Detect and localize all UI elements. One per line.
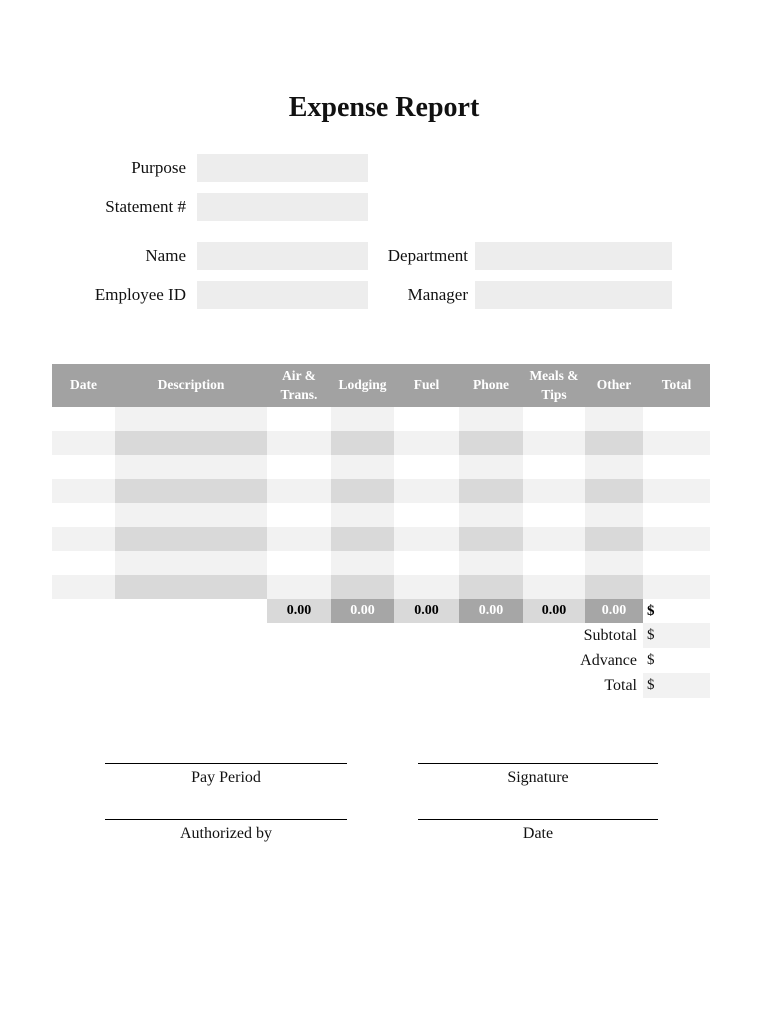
- body-cell-meals-tips[interactable]: [523, 455, 585, 479]
- totals-cell-date: [52, 599, 115, 623]
- body-cell-description[interactable]: [115, 527, 267, 551]
- body-cell-total[interactable]: [643, 575, 710, 599]
- body-cell-total[interactable]: [643, 551, 710, 575]
- column-header-description: Description: [115, 364, 267, 407]
- advance-value-box[interactable]: [643, 648, 710, 673]
- body-cell-air-trans[interactable]: [267, 527, 331, 551]
- body-cell-other[interactable]: [585, 455, 643, 479]
- column-header-air-trans: Air & Trans.: [267, 364, 331, 407]
- body-cell-air-trans[interactable]: [267, 503, 331, 527]
- body-cell-date[interactable]: [52, 431, 115, 455]
- body-cell-air-trans[interactable]: [267, 431, 331, 455]
- body-cell-phone[interactable]: [459, 407, 523, 431]
- column-header-phone: Phone: [459, 364, 523, 407]
- subtotal-row: [52, 623, 710, 648]
- column-header-date: Date: [52, 364, 115, 407]
- column-header-lodging: Lodging: [331, 364, 394, 407]
- subtotal-currency-symbol: $: [647, 627, 655, 643]
- totals-cell-total: $: [647, 603, 655, 619]
- body-cell-other[interactable]: [585, 527, 643, 551]
- body-cell-description[interactable]: [115, 551, 267, 575]
- date-block: [418, 819, 658, 843]
- body-cell-other[interactable]: [585, 479, 643, 503]
- subtotal-value-box[interactable]: [643, 623, 710, 648]
- body-cell-phone[interactable]: [459, 575, 523, 599]
- totals-cell-phone: 0.00: [459, 599, 523, 623]
- totals-cell-fuel: 0.00: [394, 599, 459, 623]
- body-cell-meals-tips[interactable]: [523, 527, 585, 551]
- employee-id-label: Employee ID: [94, 285, 186, 304]
- manager-input[interactable]: [475, 281, 672, 309]
- body-cell-air-trans[interactable]: [267, 551, 331, 575]
- purpose-label: Purpose: [131, 158, 186, 177]
- body-cell-total[interactable]: [643, 527, 710, 551]
- body-cell-phone[interactable]: [459, 431, 523, 455]
- body-cell-phone[interactable]: [459, 479, 523, 503]
- name-label: Name: [145, 246, 186, 265]
- summary-section: [52, 623, 710, 698]
- page-title: Expense Report: [288, 92, 480, 123]
- advance-currency-symbol: $: [647, 652, 655, 668]
- body-cell-lodging[interactable]: [331, 575, 394, 599]
- body-cell-date[interactable]: [52, 575, 115, 599]
- body-cell-total[interactable]: [643, 455, 710, 479]
- column-header-total: Total: [643, 364, 710, 407]
- body-cell-lodging[interactable]: [331, 551, 394, 575]
- totals-cell-air-trans: 0.00: [267, 599, 331, 623]
- body-cell-fuel[interactable]: [394, 527, 459, 551]
- body-cell-air-trans[interactable]: [267, 479, 331, 503]
- pay-period-label: Pay Period: [191, 769, 261, 786]
- date-label: Date: [522, 825, 554, 842]
- body-cell-date[interactable]: [52, 551, 115, 575]
- body-cell-phone[interactable]: [459, 455, 523, 479]
- totals-cell-other: 0.00: [585, 599, 643, 623]
- department-input[interactable]: [475, 242, 672, 270]
- body-cell-lodging[interactable]: [331, 407, 394, 431]
- totals-cell-meals-tips: 0.00: [523, 599, 585, 623]
- body-cell-fuel[interactable]: [394, 575, 459, 599]
- grand-total-label: Total: [604, 677, 637, 694]
- totals-cell-description: [115, 599, 267, 623]
- subtotal-label: Subtotal: [583, 627, 637, 644]
- body-cell-fuel[interactable]: [394, 479, 459, 503]
- manager-label: Manager: [407, 285, 468, 304]
- body-cell-phone[interactable]: [459, 503, 523, 527]
- totals-cell-lodging: 0.00: [331, 599, 394, 623]
- column-header-fuel: Fuel: [394, 364, 459, 407]
- advance-label: Advance: [580, 652, 637, 669]
- department-label: Department: [387, 246, 468, 265]
- body-cell-lodging[interactable]: [331, 527, 394, 551]
- body-cell-meals-tips[interactable]: [523, 407, 585, 431]
- advance-row: [52, 648, 710, 673]
- body-cell-description[interactable]: [115, 575, 267, 599]
- body-cell-description[interactable]: [115, 455, 267, 479]
- body-cell-other[interactable]: [585, 575, 643, 599]
- purpose-input[interactable]: [197, 154, 368, 182]
- body-cell-air-trans[interactable]: [267, 575, 331, 599]
- body-cell-meals-tips[interactable]: [523, 551, 585, 575]
- grand-total-currency-symbol: $: [647, 677, 655, 693]
- body-cell-lodging[interactable]: [331, 455, 394, 479]
- body-cell-meals-tips[interactable]: [523, 503, 585, 527]
- body-cell-other[interactable]: [585, 431, 643, 455]
- body-cell-total[interactable]: [643, 503, 710, 527]
- body-cell-fuel[interactable]: [394, 431, 459, 455]
- body-cell-date[interactable]: [52, 503, 115, 527]
- signature-block: [418, 763, 658, 787]
- body-cell-fuel[interactable]: [394, 503, 459, 527]
- body-cell-fuel[interactable]: [394, 407, 459, 431]
- body-cell-other[interactable]: [585, 551, 643, 575]
- body-cell-description[interactable]: [115, 503, 267, 527]
- body-cell-other[interactable]: [585, 407, 643, 431]
- column-header-other: Other: [585, 364, 643, 407]
- body-cell-fuel[interactable]: [394, 551, 459, 575]
- body-cell-phone[interactable]: [459, 527, 523, 551]
- body-cell-description[interactable]: [115, 479, 267, 503]
- body-cell-lodging[interactable]: [331, 479, 394, 503]
- body-cell-total[interactable]: [643, 479, 710, 503]
- body-cell-lodging[interactable]: [331, 503, 394, 527]
- column-header-meals-tips: Meals & Tips: [523, 364, 585, 407]
- pay-period-signature-block: [105, 763, 347, 787]
- body-cell-description[interactable]: [115, 431, 267, 455]
- statement-label: Statement #: [105, 197, 186, 216]
- body-cell-date[interactable]: [52, 407, 115, 431]
- signature-label: Signature: [507, 769, 569, 786]
- body-cell-phone[interactable]: [459, 551, 523, 575]
- body-cell-lodging[interactable]: [331, 431, 394, 455]
- body-cell-fuel[interactable]: [394, 455, 459, 479]
- statement-input[interactable]: [197, 193, 368, 221]
- body-cell-date[interactable]: [52, 455, 115, 479]
- body-cell-date[interactable]: [52, 479, 115, 503]
- body-cell-description[interactable]: [115, 407, 267, 431]
- grand-total-value-box[interactable]: [643, 673, 710, 698]
- expense-table: [52, 364, 710, 623]
- body-cell-total[interactable]: [643, 407, 710, 431]
- body-cell-meals-tips[interactable]: [523, 575, 585, 599]
- body-cell-meals-tips[interactable]: [523, 479, 585, 503]
- body-cell-air-trans[interactable]: [267, 455, 331, 479]
- authorized-by-label: Authorized by: [180, 825, 272, 842]
- grand-total-row: [52, 673, 710, 698]
- body-cell-air-trans[interactable]: [267, 407, 331, 431]
- authorized-by-block: [105, 819, 347, 843]
- body-cell-other[interactable]: [585, 503, 643, 527]
- body-cell-date[interactable]: [52, 527, 115, 551]
- body-cell-meals-tips[interactable]: [523, 431, 585, 455]
- body-cell-total[interactable]: [643, 431, 710, 455]
